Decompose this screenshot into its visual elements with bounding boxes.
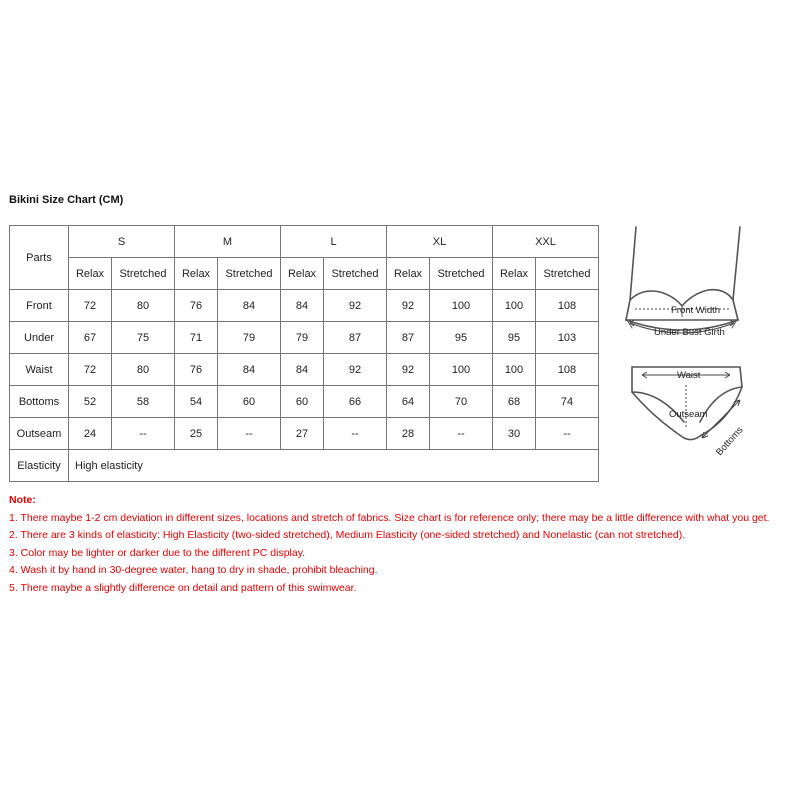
- relax-header: Relax: [493, 258, 536, 290]
- front-width-label: Front Width: [671, 305, 721, 316]
- table-cell: 92: [387, 290, 430, 322]
- notes-section: [9, 492, 794, 597]
- size-table: [9, 225, 599, 482]
- table-cell: 100: [430, 290, 493, 322]
- table-cell: --: [112, 418, 175, 450]
- table-cell: 80: [112, 354, 175, 386]
- table-cell: 80: [112, 290, 175, 322]
- relax-header: Relax: [69, 258, 112, 290]
- table-cell: 92: [324, 290, 387, 322]
- outseam-label: Outseam: [669, 409, 708, 420]
- note-item: 1. There maybe 1-2 cm deviation in different sizes, locations and stretch of fabrics. Size chart is for reference only; there may be a little difference with what you get.: [9, 511, 770, 524]
- table-cell: 27: [281, 418, 324, 450]
- table-cell: 24: [69, 418, 112, 450]
- table-cell: --: [218, 418, 281, 450]
- table-cell: 87: [324, 322, 387, 354]
- table-cell: 67: [69, 322, 112, 354]
- size-header-row: [10, 226, 599, 258]
- table-cell: 79: [218, 322, 281, 354]
- size-header-l: L: [281, 226, 387, 258]
- note-item: 3. Color may be lighter or darker due to the different PC display.: [9, 546, 306, 559]
- table-cell: 30: [493, 418, 536, 450]
- table-row: [10, 354, 599, 386]
- notes-title: Note:: [9, 494, 36, 506]
- table-cell: 75: [112, 322, 175, 354]
- table-cell: 74: [536, 386, 599, 418]
- table-cell: 95: [493, 322, 536, 354]
- row-label: Under: [10, 322, 69, 354]
- waist-label: Waist: [677, 370, 701, 381]
- table-cell: 108: [536, 354, 599, 386]
- measurement-diagram: [612, 222, 752, 462]
- table-cell: 28: [387, 418, 430, 450]
- row-label: Waist: [10, 354, 69, 386]
- table-cell: 58: [112, 386, 175, 418]
- table-cell: 72: [69, 290, 112, 322]
- table-cell: 100: [493, 290, 536, 322]
- table-cell: 100: [493, 354, 536, 386]
- table-cell: 54: [175, 386, 218, 418]
- table-cell: 100: [430, 354, 493, 386]
- size-header-s: S: [69, 226, 175, 258]
- left-strap: [630, 227, 636, 300]
- table-cell: --: [324, 418, 387, 450]
- stretched-header: Stretched: [536, 258, 599, 290]
- parts-header: Parts: [10, 226, 69, 290]
- table-cell: 84: [218, 354, 281, 386]
- stretched-header: Stretched: [112, 258, 175, 290]
- table-cell: 68: [493, 386, 536, 418]
- stretched-header: Stretched: [324, 258, 387, 290]
- table-cell: 87: [387, 322, 430, 354]
- right-strap: [733, 227, 740, 300]
- table-cell: 52: [69, 386, 112, 418]
- relax-header: Relax: [175, 258, 218, 290]
- table-row: [10, 322, 599, 354]
- table-cell: 66: [324, 386, 387, 418]
- note-item: 5. There maybe a slightly difference on detail and pattern of this swimwear.: [9, 581, 357, 594]
- elasticity-row: [10, 450, 599, 482]
- table-row: [10, 418, 599, 450]
- table-cell: 64: [387, 386, 430, 418]
- table-cell: 103: [536, 322, 599, 354]
- table-cell: 72: [69, 354, 112, 386]
- table-cell: 95: [430, 322, 493, 354]
- size-header-xxl: XXL: [493, 226, 599, 258]
- table-cell: 92: [387, 354, 430, 386]
- table-cell: 92: [324, 354, 387, 386]
- elasticity-value: High elasticity: [69, 450, 599, 482]
- table-cell: --: [430, 418, 493, 450]
- table-row: [10, 386, 599, 418]
- table-cell: 60: [281, 386, 324, 418]
- table-cell: 79: [281, 322, 324, 354]
- table-cell: --: [536, 418, 599, 450]
- row-label: Front: [10, 290, 69, 322]
- table-cell: 84: [281, 354, 324, 386]
- table-cell: 71: [175, 322, 218, 354]
- elasticity-label: Elasticity: [10, 450, 69, 482]
- note-item: 2. There are 3 kinds of elasticity: High Elasticity (two-sided stretched), Medium Elasticity (one-sided stretched) and Nonelastic (can not stretched).: [9, 529, 686, 541]
- table-cell: 60: [218, 386, 281, 418]
- note-item: 4. Wash it by hand in 30-degree water, hang to dry in shade, prohibit bleaching.: [9, 564, 378, 576]
- table-row: [10, 290, 599, 322]
- stretched-header: Stretched: [218, 258, 281, 290]
- chart-title: Bikini Size Chart (CM): [9, 194, 124, 206]
- size-header-m: M: [175, 226, 281, 258]
- relax-header: Relax: [387, 258, 430, 290]
- table-cell: 76: [175, 290, 218, 322]
- row-label: Bottoms: [10, 386, 69, 418]
- stretched-header: Stretched: [430, 258, 493, 290]
- table-cell: 76: [175, 354, 218, 386]
- table-cell: 108: [536, 290, 599, 322]
- table-cell: 84: [218, 290, 281, 322]
- table-cell: 84: [281, 290, 324, 322]
- under-bust-label: Under Bust Girth: [654, 327, 725, 338]
- table-cell: 25: [175, 418, 218, 450]
- relax-header: Relax: [281, 258, 324, 290]
- size-header-xl: XL: [387, 226, 493, 258]
- table-cell: 70: [430, 386, 493, 418]
- subheader-row: [10, 258, 599, 290]
- bottoms-label: Bottoms: [714, 424, 746, 459]
- row-label: Outseam: [10, 418, 69, 450]
